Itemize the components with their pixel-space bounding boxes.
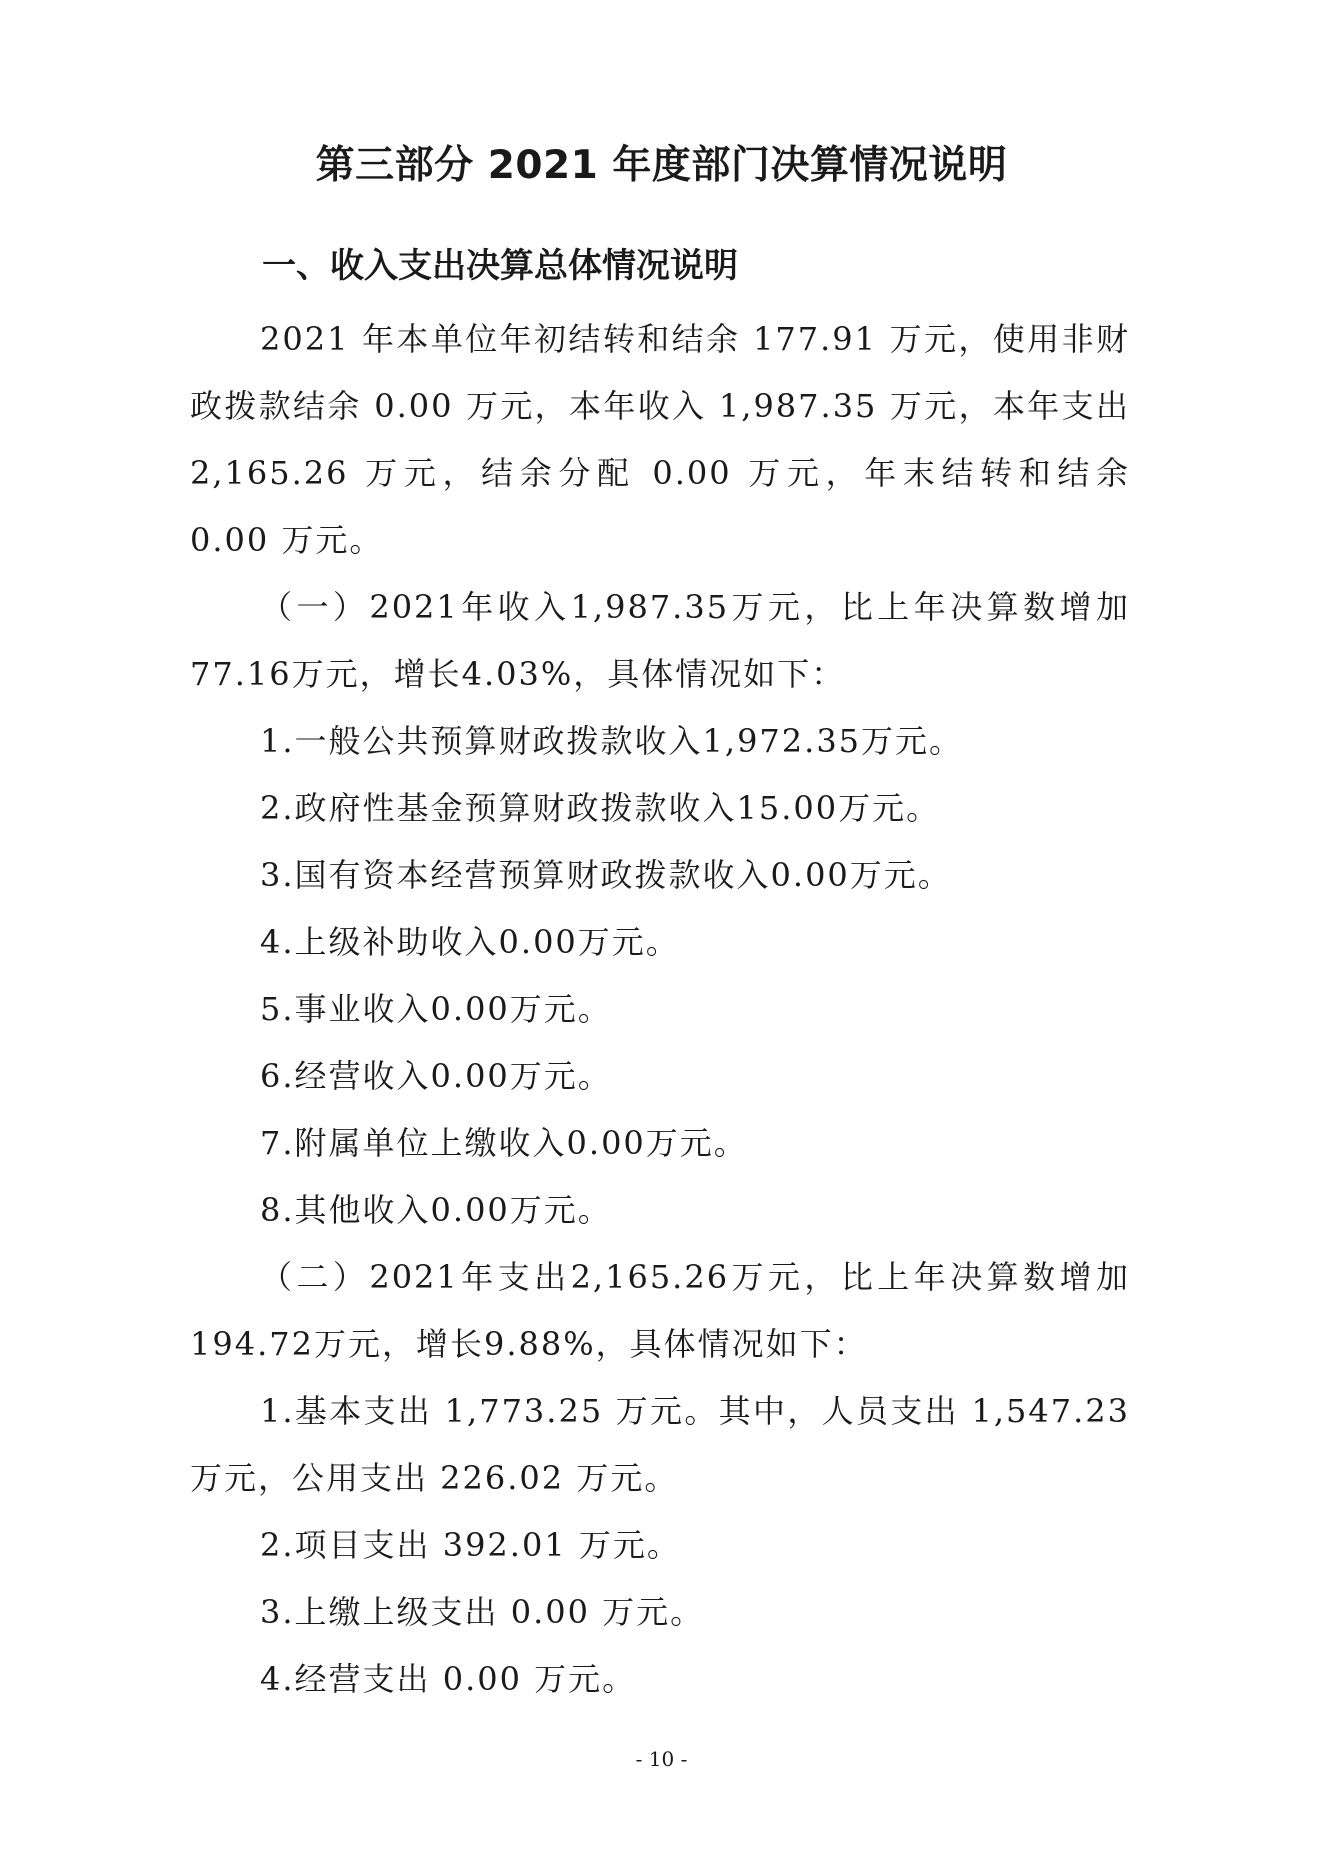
list-item-expenditure-1: 1.基本支出 1,773.25 万元。其中，人员支出 1,547.23 万元，公用支出 226.02 万元。 xyxy=(190,1392,1130,1497)
list-item-income-2: 2.政府性基金预算财政拨款收入15.00万元。 xyxy=(260,789,941,827)
list-item-income-7: 7.附属单位上缴收入0.00万元。 xyxy=(260,1124,748,1162)
list-item-income-3: 3.国有资本经营预算财政拨款收入0.00万元。 xyxy=(260,856,952,894)
list-item-expenditure-2: 2.项目支出 392.01 万元。 xyxy=(260,1526,681,1564)
document-title: 第三部分 2021 年度部门决算情况说明 xyxy=(315,143,1008,188)
list-item-expenditure-3: 3.上缴上级支出 0.00 万元。 xyxy=(260,1593,705,1631)
body-text xyxy=(190,306,1130,1713)
page-number: - 10 - xyxy=(635,1747,688,1771)
paragraph-income-overview: （一）2021年收入1,987.35万元，比上年决算数增加77.16万元，增长4.03%，具体情况如下： xyxy=(190,588,1130,693)
list-item-income-5: 5.事业收入0.00万元。 xyxy=(260,990,612,1028)
section-heading: 一、收入支出决算总体情况说明 xyxy=(262,246,738,286)
list-item-income-1: 1.一般公共预算财政拨款收入1,972.35万元。 xyxy=(260,722,964,760)
paragraph-summary: 2021 年本单位年初结转和结余 177.91 万元，使用非财政拨款结余 0.00 万元，本年收入 1,987.35 万元，本年支出 2,165.26 万元，结余分配 0.00 万元，年末结转和结余 0.00 万元。 xyxy=(190,320,1130,559)
list-item-income-8: 8.其他收入0.00万元。 xyxy=(260,1191,612,1229)
list-item-expenditure-4: 4.经营支出 0.00 万元。 xyxy=(260,1660,637,1698)
paragraph-expenditure-overview: （二）2021年支出2,165.26万元，比上年决算数增加194.72万元，增长9.88%，具体情况如下： xyxy=(190,1258,1130,1363)
list-item-income-6: 6.经营收入0.00万元。 xyxy=(260,1057,612,1095)
list-item-income-4: 4.上级补助收入0.00万元。 xyxy=(260,923,680,961)
